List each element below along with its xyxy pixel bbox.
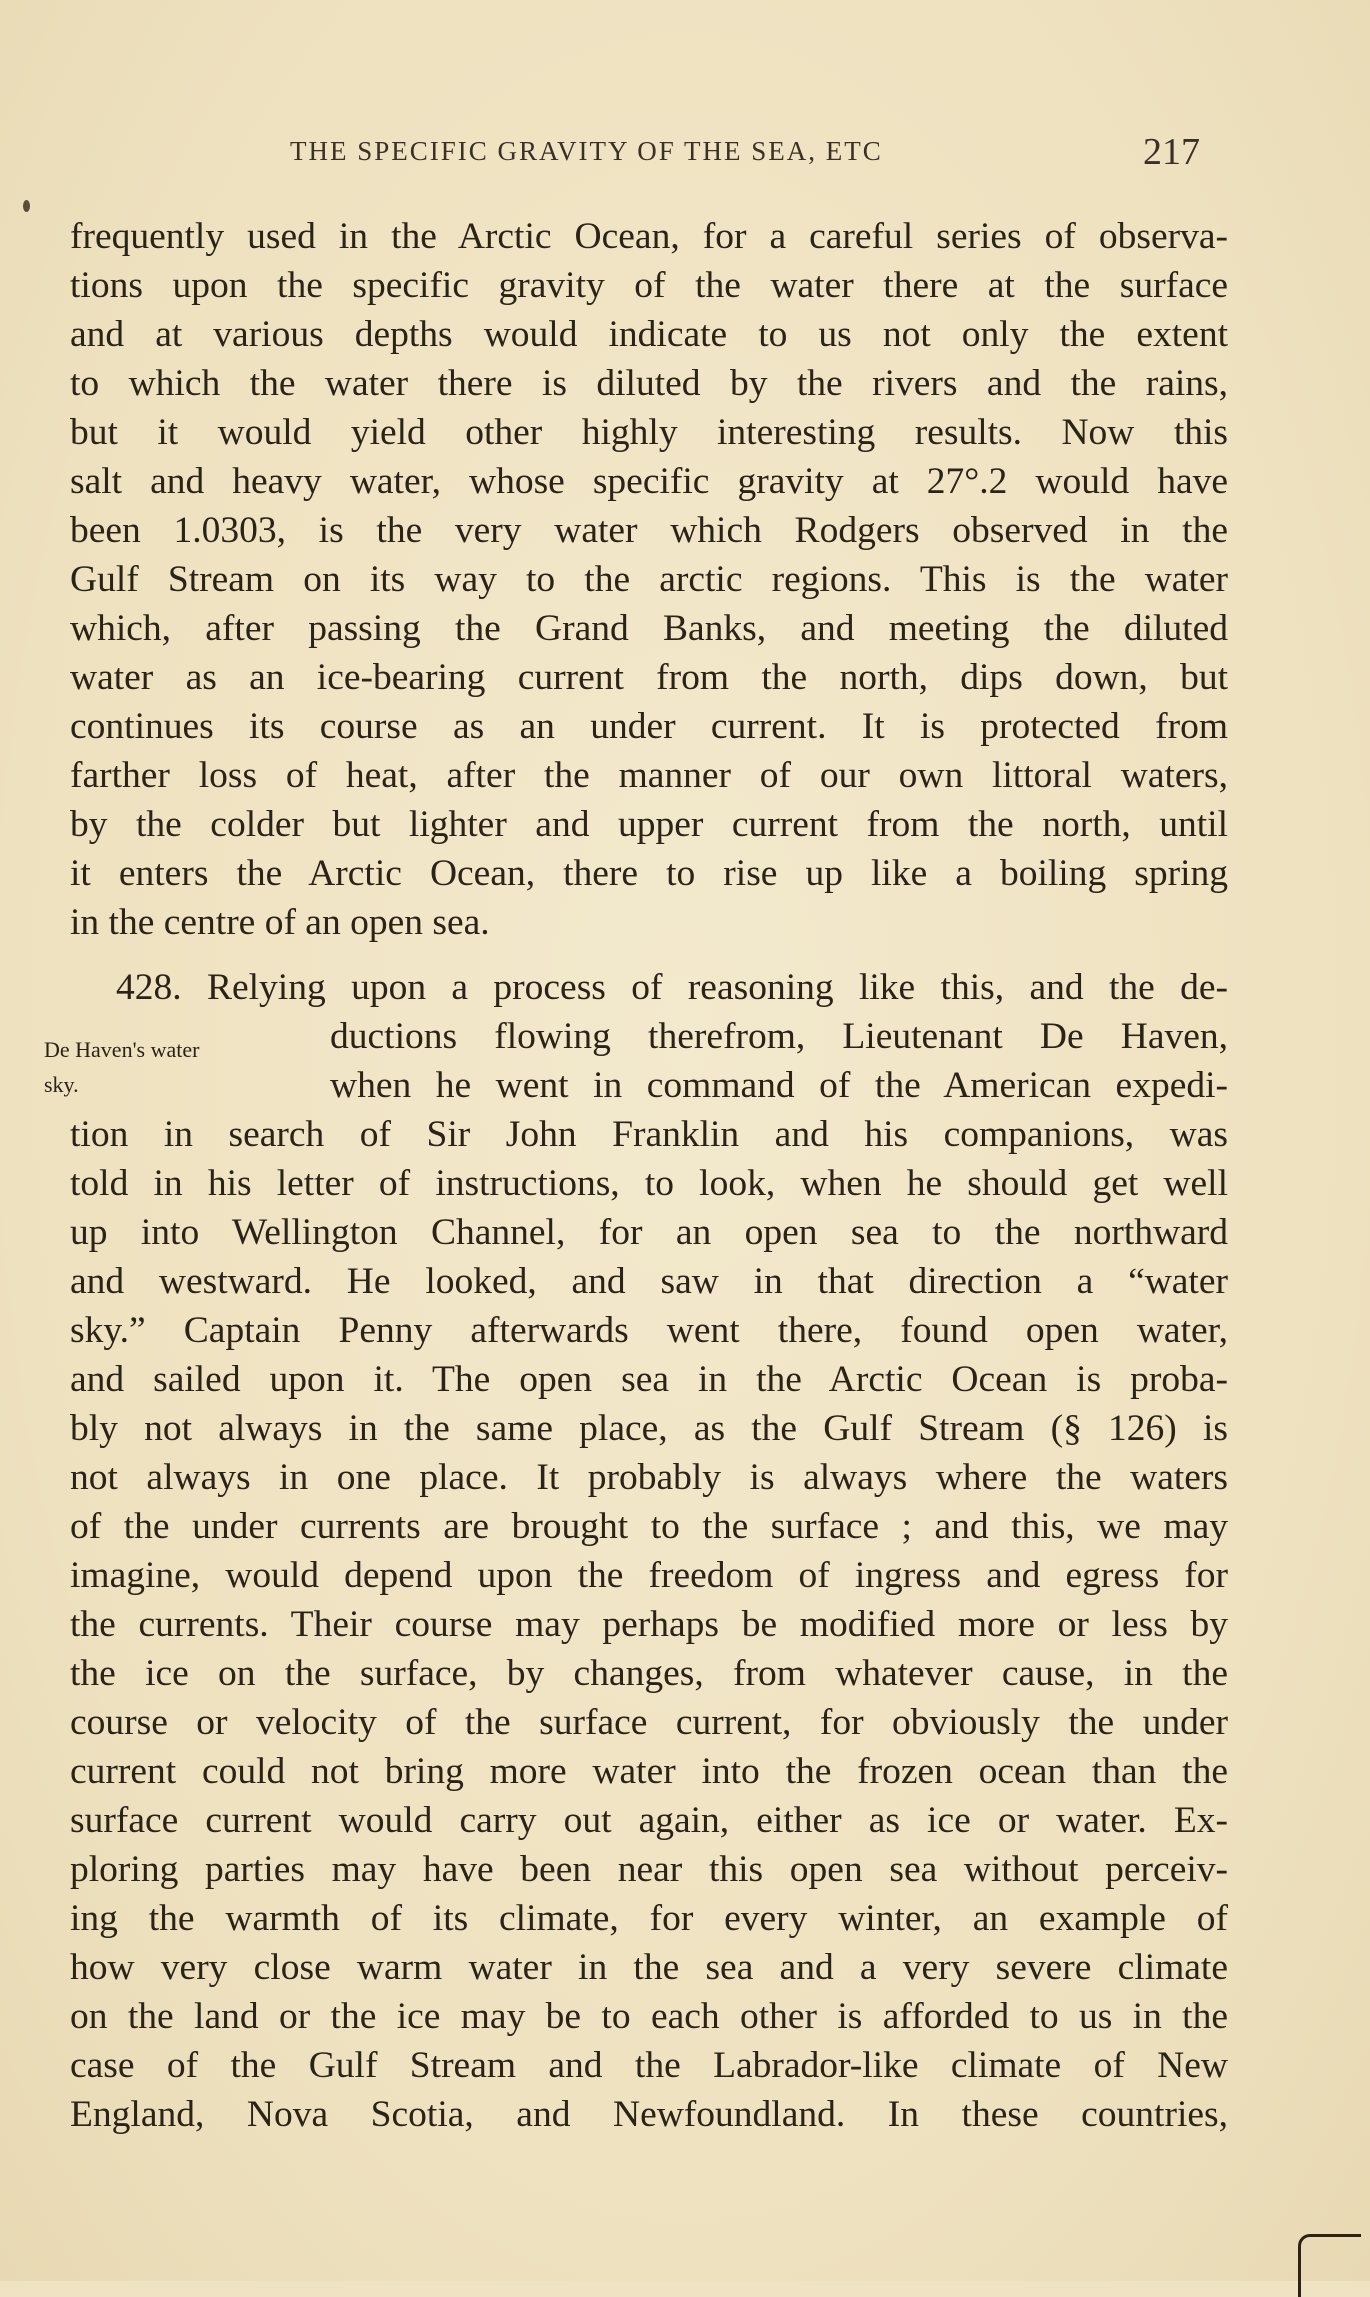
text-line: in the centre of an open sea. xyxy=(70,902,490,943)
text-line: and at various depths would indicate to us not only the extent xyxy=(70,314,1228,355)
text-line: and sailed upon it. The open sea in the Arctic Ocean is proba- xyxy=(70,1359,1228,1400)
running-head: THE SPECIFIC GRAVITY OF THE SEA, ETC xyxy=(290,136,883,166)
text-line: ing the warmth of its climate, for every winter, an example of xyxy=(70,1898,1228,1939)
text-line: Gulf Stream on its way to the arctic regions. This is the water xyxy=(70,559,1228,600)
text-line: told in his letter of instructions, to look, when he should get well xyxy=(70,1163,1228,1204)
text-line: of the under currents are brought to the surface ; and this, we may xyxy=(70,1506,1228,1547)
text-line: bly not always in the same place, as the Gulf Stream (§ 126) is xyxy=(70,1408,1228,1449)
text-line: water as an ice-bearing current from the north, dips down, but xyxy=(70,657,1228,698)
margin-note-line-1: De Haven's water xyxy=(44,1037,200,1062)
text-line: by the colder but lighter and upper current from the north, until xyxy=(70,804,1228,845)
page-number: 217 xyxy=(1143,131,1200,173)
text-line: the currents. Their course may perhaps be modified more or less by xyxy=(70,1604,1228,1645)
ink-speck xyxy=(23,200,30,212)
text-line: the ice on the surface, by changes, from whatever cause, in the xyxy=(70,1653,1228,1694)
page-corner-mark xyxy=(1298,2234,1361,2297)
text-line: not always in one place. It probably is always where the waters xyxy=(70,1457,1228,1498)
text-line: salt and heavy water, whose specific gravity at 27°.2 would have xyxy=(70,461,1228,502)
text-line: tion in search of Sir John Franklin and his companions, was xyxy=(70,1114,1228,1155)
text-line: case of the Gulf Stream and the Labrador-like climate of New xyxy=(70,2045,1228,2086)
text-line: farther loss of heat, after the manner of our own littoral waters, xyxy=(70,755,1228,796)
text-line: and westward. He looked, and saw in that direction a “water xyxy=(70,1261,1228,1302)
text-line: current could not bring more water into the frozen ocean than the xyxy=(70,1751,1228,1792)
text-line: tions upon the specific gravity of the water there at the surface xyxy=(70,265,1228,306)
text-line: ploring parties may have been near this open sea without perceiv- xyxy=(70,1849,1228,1890)
margin-note-line-2: sky. xyxy=(44,1072,79,1097)
text-line: frequently used in the Arctic Ocean, for a careful series of observa- xyxy=(70,216,1228,257)
text-line: on the land or the ice may be to each other is afforded to us in the xyxy=(70,1996,1228,2037)
text-line: continues its course as an under current. It is protected from xyxy=(70,706,1228,747)
text-line: but it would yield other highly interesting results. Now this xyxy=(70,412,1228,453)
text-line: imagine, would depend upon the freedom of ingress and egress for xyxy=(70,1555,1228,1596)
text-line: when he went in command of the American expedi- xyxy=(330,1065,1228,1106)
text-line: how very close warm water in the sea and a very severe climate xyxy=(70,1947,1228,1988)
text-line: up into Wellington Channel, for an open sea to the northward xyxy=(70,1212,1228,1253)
text-line: it enters the Arctic Ocean, there to rise up like a boiling spring xyxy=(70,853,1228,894)
text-line: surface current would carry out again, either as ice or water. Ex- xyxy=(70,1800,1228,1841)
text-line: which, after passing the Grand Banks, and meeting the diluted xyxy=(70,608,1228,649)
text-line: ductions flowing therefrom, Lieutenant De Haven, xyxy=(330,1016,1228,1057)
text-line: course or velocity of the surface current, for obviously the under xyxy=(70,1702,1228,1743)
text-line: been 1.0303, is the very water which Rodgers observed in the xyxy=(70,510,1228,551)
paragraph-start-line: 428. Relying upon a process of reasoning like this, and the de- xyxy=(116,967,1228,1008)
text-line: to which the water there is diluted by the rivers and the rains, xyxy=(70,363,1228,404)
text-line: sky.” Captain Penny afterwards went there, found open water, xyxy=(70,1310,1228,1351)
text-line: England, Nova Scotia, and Newfoundland. In these countries, xyxy=(70,2094,1228,2135)
